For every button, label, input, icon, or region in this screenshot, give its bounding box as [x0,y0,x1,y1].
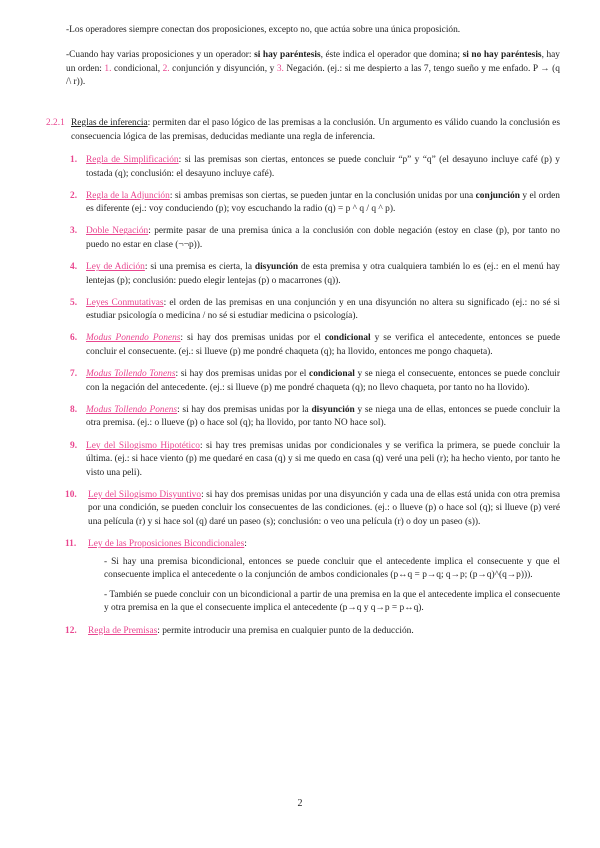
section-number: 2.2.1 [46,118,65,128]
item-number: 7. [70,369,78,380]
rule-title: Regla de la Adjunción [86,190,170,201]
rule-keyword: condicional [309,369,355,380]
list-item [66,440,560,481]
section-description: : permiten dar el paso lógico de las premisas a la conclusión. Un argumento es válido cuando la conclusión es consecuencia lógica de las premisas, deducidas mediante una regla de inferencia. [71,118,560,142]
bold-text: si no hay paréntesis [462,50,542,60]
list-item [66,190,560,217]
rule-title: Ley del Silogismo Hipotético [86,440,200,451]
rule-text: : permite pasar de una premisa única a la conclusión con doble negación (estoy en clase (p), por tanto no puedo no estar en clase (¬¬p)). [86,226,560,250]
item-number: 3. [70,226,78,237]
item-number: 10. [65,489,77,500]
rule-text: : si una premisa es cierta, la [144,262,255,273]
text: condicional, [111,63,163,74]
item-number: 11. [65,539,77,550]
list-item [66,625,560,639]
text: conjunción y disyunción, y [169,63,277,74]
item-number: 1. [70,155,78,165]
list-item [66,538,560,616]
rule-title: Ley del Silogismo Disyuntivo [88,489,202,500]
section-text [71,117,560,144]
rule-text: : el orden de las premisas en una conjunción y en una disyunción no altera su significado (ej.: no sé si estudiar psicología o medicina / no sé si estudiar medicina o psicología). [86,297,560,322]
list-item [66,368,560,395]
list-item [66,332,560,359]
rule-title: Regla de Simplificación [86,155,179,165]
list-item [66,154,560,181]
item-number: 4. [70,262,78,273]
rule-text: y se verifica el antecedente, entonces se puede concluir el consecuente. (ej.: si llueve (p) me pondré chaqueta (q); ha llovido, entonces me pongo chaqueta). [86,333,560,358]
rule-text: y el orden es diferente (ej.: voy conduciendo (p); voy escuchando la radio (q) = p ^ q / q ^ p). [86,190,560,215]
text: , hay un orden: [66,50,560,74]
rule-text: : si hay dos premisas unidas por una disyunción y cada una de ellas está unida con otra premisa por una condición, se pueden concluir los consecuentes de las condiciones. (ej.: o llueve (p) o hace sol (q); si llueve (p) veré una película (r) y si hace sol (q) daré un paseo (s); conclusión: o veo una película (r) o doy un paseo (s)). [88,489,561,527]
list-item [66,261,560,288]
rule-title: Modus Ponendo Ponens [86,333,181,344]
rule-title: Ley de las Proposiciones Bicondicionales [88,539,245,550]
rule-text: : permite introducir una premisa en cualquier punto de la deducción. [157,625,414,636]
rule-keyword: conjunción [475,190,520,201]
rule-title: Doble Negación [86,226,149,237]
list-item [66,297,560,324]
text: -Cuando hay varias proposiciones y un operador: [66,50,255,60]
rule-keyword: disyunción [311,404,355,415]
item-number: 6. [70,333,78,344]
bold-text: si hay paréntesis [254,50,321,60]
list-item [66,404,560,431]
rule-text: : si hay tres premisas unidas por condicionales y se verifica la primera, se puede concluir la última. (ej.: si hace viento (p) me quedaré en casa (q) y si me quedo en casa (q) veré una peli (r); ha hecho viento, por tanto he visto una peli). [86,440,560,478]
rule-text: y se niega una de ellas, entonces se puede concluir la otra premisa. (ej.: o llueve (p) o hace sol (q); ha llovido, por tanto NO hace sol). [86,404,561,429]
rule-text: : si hay dos premisas unidas por la [177,404,312,415]
page-number: 2 [297,798,303,809]
intro-paragraph-order [66,49,560,90]
rule-title: Ley de Adición [86,262,145,273]
item-number: 5. [70,297,78,308]
text: , éste indica el operador que domina; [320,50,463,60]
list-item [66,225,560,252]
item-number: 2. [70,190,78,201]
rule-title: Modus Tollendo Ponens [86,404,178,415]
rule-text: : si ambas premisas son ciertas, se pueden juntar en la conclusión unidas por una [169,190,476,201]
item-number: 8. [70,404,78,415]
sub-point-from-conditionals: - También se puede concluir con un bicondicional a partir de una premisa en la que el antecedente implica el consecuente y otra premisa en la que el consecuente implica el antecedente (p→q y q→p = p↔q). [104,589,560,614]
rule-text: : si hay dos premisas unidas por el [175,369,310,380]
list-item [66,489,560,530]
section-title: Reglas de inferencia [71,118,148,128]
item-number: 12. [65,625,77,636]
rule-title: Leyes Conmutativas [86,297,164,308]
rule-keyword: condicional [324,333,371,344]
order-number: 3. [276,63,284,74]
rule-keyword: disyunción [254,262,299,273]
item-number: 9. [70,440,78,451]
sub-point-biconditional: - Si hay una premisa bicondicional, entonces se puede concluir que el antecedente implica el consecuente y que el consecuente implica el antecedente o la conjunción de ambos condicionales (p↔q = p→q; q→p; (p→q)^(q→p))). [104,556,560,581]
section-inference-rules [46,117,560,144]
rule-title: Regla de Premisas [88,625,158,636]
order-number: 1. [104,63,112,74]
rule-text: : si las premisas son ciertas, entonces se puede concluir “p” y “q” (el desayuno incluye café (p) y tostada (q); conclusión: el desayuno incluye café). [86,155,560,179]
rule-title: Modus Tollendo Tonens [86,369,176,380]
order-number: 2. [162,63,170,74]
text: Negación. (ej.: si me despierto a las 7, tengo sueño y me enfado. P → (q /\ r)). [66,63,560,88]
rule-text: : si hay dos premisas unidas por el [180,333,325,344]
intro-paragraph-operators: -Los operadores siempre conectan dos proposiciones, excepto no, que actúa sobre una única proposición. [66,25,461,35]
rule-text: de esta premisa y otra cualquiera también lo es (ej.: en el menú hay lentejas (p); conclusión: puedo elegir lentejas (p) o macarrones (q)). [86,262,560,286]
rule-text: y se niega el consecuente, entonces se puede concluir con la negación del antecedente. (ej.: si llueve (p) me pondré chaqueta (q); no llevo chaqueta, por tanto no ha llovido). [86,369,560,393]
inference-rules-list [66,154,560,647]
rule-text: : [244,539,247,550]
